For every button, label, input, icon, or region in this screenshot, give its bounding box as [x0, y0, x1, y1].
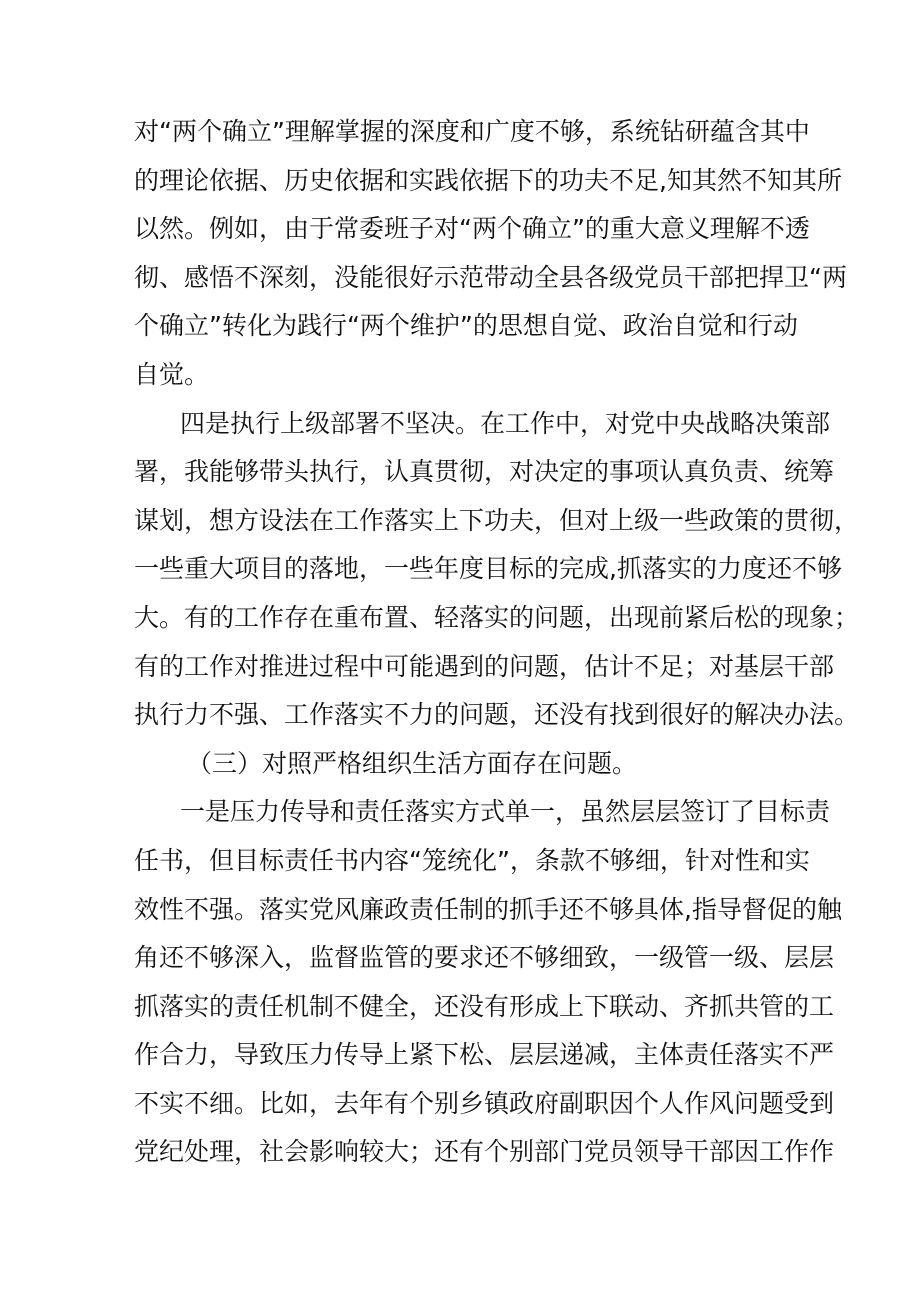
- text-line: 不实不细。比如，去年有个别乡镇政府副职因个人作风问题受到: [134, 1088, 835, 1118]
- text-line: 大。有的工作存在重布置、轻落实的问题，出现前紧后松的现象；: [134, 602, 860, 632]
- text-line: 的理论依据、历史依据和实践依据下的功夫不足,知其然不知其所: [134, 165, 842, 195]
- text-line: 对“两个确立”理解掌握的深度和广度不够，系统钻研蕴含其中: [134, 117, 810, 146]
- text-line: 自觉。: [134, 359, 210, 389]
- paragraph-start-line: 一是压力传导和责任落实方式单一，虽然层层签订了目标责: [180, 797, 831, 827]
- text-line: 党纪处理，社会影响较大；还有个别部门党员领导干部因工作作: [134, 1137, 835, 1167]
- text-line: 角还不够深入，监督监管的要求还不够细致，一级管一级、层层: [134, 943, 835, 973]
- text-line: 任书，但目标责任书内容“笼统化”，条款不够细，针对性和实: [134, 845, 810, 875]
- text-line: 一些重大项目的落地，一些年度目标的完成,抓落实的力度还不够: [134, 554, 842, 584]
- text-line: 效性不强。落实党风廉政责任制的抓手还不够具体,指导督促的触: [134, 894, 842, 924]
- text-line: 以然。例如，由于常委班子对“两个确立”的重大意义理解不透: [134, 214, 810, 244]
- text-line: 抓落实的责任机制不健全，还没有形成上下联动、齐抓共管的工: [134, 991, 835, 1021]
- paragraph-start-line: 四是执行上级部署不坚决。在工作中，对党中央战略决策部: [180, 408, 831, 438]
- text-line: 彻、感悟不深刻，没能很好示范带动全县各级党员干部把捍卫“两: [134, 262, 847, 292]
- text-line: 作合力，导致压力传导上紧下松、层层递减，主体责任落实不严: [134, 1040, 835, 1070]
- text-line: 谋划，想方设法在工作落实上下功夫，但对上级一些政策的贯彻，: [134, 505, 860, 535]
- text-line: 有的工作对推进过程中可能遇到的问题，估计不足；对基层干部: [134, 651, 835, 681]
- document-body: [134, 108, 860, 1177]
- text-line: 署，我能够带头执行，认真贯彻，对决定的事项认真负责、统筹: [134, 457, 835, 487]
- text-line: 个确立”转化为践行“两个维护”的思想自觉、政治自觉和行动: [134, 311, 798, 341]
- text-line: 执行力不强、工作落实不力的问题，还没有找到很好的解决办法。: [134, 700, 860, 730]
- section-heading: （三）对照严格组织生活方面存在问题。: [187, 748, 638, 778]
